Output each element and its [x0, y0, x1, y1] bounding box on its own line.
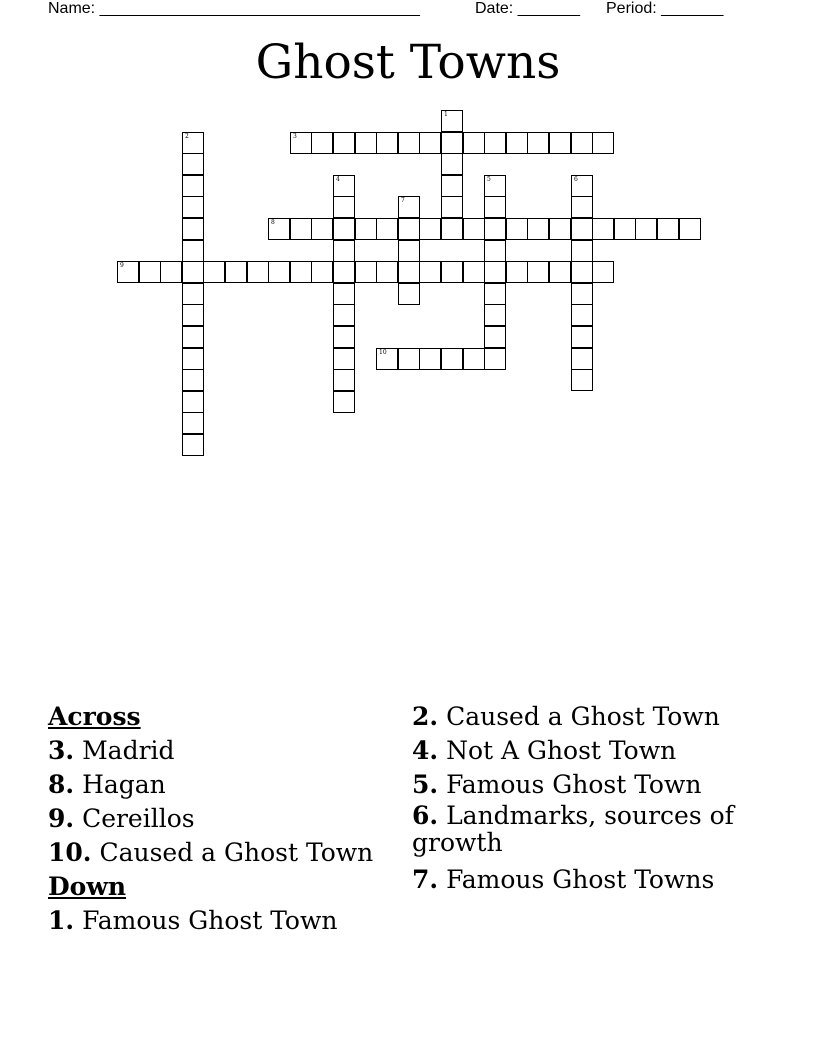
crossword-cell[interactable] [182, 348, 204, 370]
clue-number-label: 5 [487, 176, 491, 183]
clue-text: Famous Ghost Towns [446, 865, 715, 894]
clue-number-label: 3 [293, 133, 297, 140]
clue-text: Cereillos [82, 804, 195, 833]
crossword-cell[interactable] [592, 261, 614, 283]
crossword-cell[interactable] [549, 218, 571, 240]
crossword-cell[interactable] [333, 391, 355, 413]
clue-number-label: 6 [574, 176, 578, 183]
crossword-cell[interactable] [182, 240, 204, 262]
clue-number: 9. [48, 804, 75, 833]
clue-number: 6. [412, 801, 439, 830]
crossword-cell[interactable] [441, 132, 463, 154]
clue-number: 5. [412, 770, 439, 799]
crossword-cell[interactable] [333, 369, 355, 391]
crossword-cell[interactable] [333, 175, 355, 197]
crossword-cell[interactable] [398, 261, 420, 283]
crossword-cell[interactable] [182, 175, 204, 197]
crossword-cell[interactable] [333, 304, 355, 326]
crossword-cell[interactable] [182, 412, 204, 434]
crossword-cell[interactable] [571, 369, 593, 391]
crossword-cell[interactable] [398, 240, 420, 262]
clue-number: 1. [48, 906, 75, 935]
clue-down-7 [412, 863, 772, 897]
crossword-cell[interactable] [441, 218, 463, 240]
crossword-cell[interactable] [182, 132, 204, 154]
crossword-cell[interactable] [333, 348, 355, 370]
clue-down-6 [412, 802, 772, 856]
clue-number: 3. [48, 736, 75, 765]
crossword-cell[interactable] [290, 218, 312, 240]
crossword-cell[interactable] [182, 369, 204, 391]
crossword-cell[interactable] [527, 218, 549, 240]
crossword-cell[interactable] [376, 218, 398, 240]
down-heading: Down [48, 872, 127, 901]
crossword-cell[interactable] [614, 218, 636, 240]
crossword-cell[interactable] [290, 132, 312, 154]
crossword-cell[interactable] [268, 218, 290, 240]
clues-column-left [48, 700, 398, 938]
crossword-cell[interactable] [549, 132, 571, 154]
clue-number-label: 4 [336, 176, 340, 183]
clue-number: 7. [412, 865, 439, 894]
crossword-cell[interactable] [419, 132, 441, 154]
crossword-cell[interactable] [182, 283, 204, 305]
crossword-cell[interactable] [484, 304, 506, 326]
crossword-cell[interactable] [419, 348, 441, 370]
crossword-cell[interactable] [419, 261, 441, 283]
clue-text: Hagan [82, 770, 166, 799]
crossword-cell[interactable] [182, 196, 204, 218]
crossword-cell[interactable] [441, 153, 463, 175]
crossword-cell[interactable] [333, 283, 355, 305]
clue-number-label: 1 [444, 111, 448, 118]
crossword-cell[interactable] [463, 261, 485, 283]
crossword-cell[interactable] [463, 132, 485, 154]
crossword-cell[interactable] [571, 196, 593, 218]
crossword-cell[interactable] [268, 261, 290, 283]
crossword-cell[interactable] [484, 218, 506, 240]
crossword-cell[interactable] [398, 283, 420, 305]
crossword-cell[interactable] [506, 132, 528, 154]
crossword-cell[interactable] [571, 261, 593, 283]
crossword-cell[interactable] [484, 261, 506, 283]
crossword-cell[interactable] [311, 261, 333, 283]
clue-number: 2. [412, 702, 439, 731]
clue-across-10 [48, 836, 398, 870]
crossword-cell[interactable] [311, 218, 333, 240]
crossword-cell[interactable] [484, 196, 506, 218]
crossword-cell[interactable] [311, 132, 333, 154]
clue-across-8 [48, 768, 398, 802]
period-field[interactable]: Period: _______ [606, 0, 724, 17]
crossword-cell[interactable] [657, 218, 679, 240]
clue-number: 8. [48, 770, 75, 799]
crossword-cell[interactable] [355, 218, 377, 240]
crossword-cell[interactable] [182, 326, 204, 348]
crossword-cell[interactable] [484, 283, 506, 305]
crossword-cell[interactable] [549, 261, 571, 283]
clue-text: Caused a Ghost Town [446, 702, 720, 731]
crossword-cell[interactable] [139, 261, 161, 283]
crossword-cell[interactable] [484, 240, 506, 262]
crossword-cell[interactable] [182, 261, 204, 283]
crossword-cell[interactable] [182, 153, 204, 175]
crossword-cell[interactable] [355, 132, 377, 154]
crossword-cell[interactable] [441, 196, 463, 218]
crossword-cell[interactable] [117, 261, 139, 283]
crossword-cell[interactable] [160, 261, 182, 283]
clue-text: Not A Ghost Town [446, 736, 677, 765]
crossword-cell[interactable] [441, 175, 463, 197]
crossword-cell[interactable] [333, 240, 355, 262]
clue-down-5 [412, 768, 772, 802]
crossword-cell[interactable] [484, 326, 506, 348]
clue-down-4 [412, 734, 772, 768]
crossword-cell[interactable] [419, 218, 441, 240]
clue-number-label: 10 [379, 349, 387, 356]
clue-number-label: 8 [271, 219, 275, 226]
crossword-cell[interactable] [333, 261, 355, 283]
crossword-cell[interactable] [679, 218, 701, 240]
clue-down-2 [412, 700, 772, 734]
crossword-cell[interactable] [571, 283, 593, 305]
clue-number: 4. [412, 736, 439, 765]
crossword-cell[interactable] [441, 261, 463, 283]
crossword-cell[interactable] [355, 261, 377, 283]
clue-number-label: 2 [185, 133, 189, 140]
clues-column-right [412, 700, 772, 897]
crossword-cell[interactable] [182, 434, 204, 456]
crossword-cell[interactable] [398, 196, 420, 218]
crossword-cell[interactable] [635, 218, 657, 240]
crossword-cell[interactable] [182, 304, 204, 326]
crossword-cell[interactable] [398, 218, 420, 240]
clue-text: Landmarks, sources of growth [412, 801, 734, 857]
crossword-cell[interactable] [527, 261, 549, 283]
crossword-cell[interactable] [506, 218, 528, 240]
crossword-cell[interactable] [571, 326, 593, 348]
crossword-cell[interactable] [571, 304, 593, 326]
clue-number-label: 9 [120, 262, 124, 269]
crossword-cell[interactable] [484, 348, 506, 370]
clue-across-3 [48, 734, 398, 768]
crossword-cell[interactable] [376, 348, 398, 370]
crossword-cell[interactable] [290, 261, 312, 283]
crossword-cell[interactable] [571, 218, 593, 240]
crossword-cell[interactable] [398, 132, 420, 154]
crossword-cell[interactable] [376, 261, 398, 283]
crossword-cell[interactable] [527, 132, 549, 154]
crossword-cell[interactable] [376, 132, 398, 154]
crossword-cell[interactable] [333, 326, 355, 348]
clue-text: Famous Ghost Town [446, 770, 702, 799]
crossword-cell[interactable] [571, 240, 593, 262]
crossword-cell[interactable] [592, 132, 614, 154]
crossword-cell[interactable] [571, 175, 593, 197]
crossword-cell[interactable] [484, 132, 506, 154]
crossword-cell[interactable] [571, 348, 593, 370]
crossword-cell[interactable] [182, 218, 204, 240]
date-field[interactable]: Date: _______ [475, 0, 580, 17]
name-field[interactable]: Name: ____________________________________ [48, 0, 420, 17]
clue-text: Famous Ghost Town [82, 906, 338, 935]
clue-down-1 [48, 904, 398, 938]
crossword-cell[interactable] [463, 218, 485, 240]
puzzle-title: Ghost Towns [255, 35, 561, 90]
clue-across-9 [48, 802, 398, 836]
crossword-cell[interactable] [506, 261, 528, 283]
clue-number-label: 7 [401, 197, 405, 204]
crossword-cell[interactable] [571, 132, 593, 154]
crossword-cell[interactable] [203, 261, 225, 283]
crossword-cell[interactable] [484, 175, 506, 197]
crossword-cell[interactable] [333, 218, 355, 240]
crossword-cell[interactable] [592, 218, 614, 240]
crossword-cell[interactable] [441, 348, 463, 370]
clue-text: Caused a Ghost Town [99, 838, 374, 867]
crossword-cell[interactable] [333, 132, 355, 154]
across-heading: Across [48, 702, 141, 731]
crossword-cell[interactable] [441, 110, 463, 132]
crossword-cell[interactable] [398, 348, 420, 370]
clue-number: 10. [48, 838, 92, 867]
crossword-cell[interactable] [463, 348, 485, 370]
crossword-cell[interactable] [247, 261, 269, 283]
crossword-grid [0, 0, 816, 470]
crossword-cell[interactable] [225, 261, 247, 283]
crossword-cell[interactable] [333, 196, 355, 218]
crossword-cell[interactable] [182, 391, 204, 413]
clue-text: Madrid [82, 736, 175, 765]
